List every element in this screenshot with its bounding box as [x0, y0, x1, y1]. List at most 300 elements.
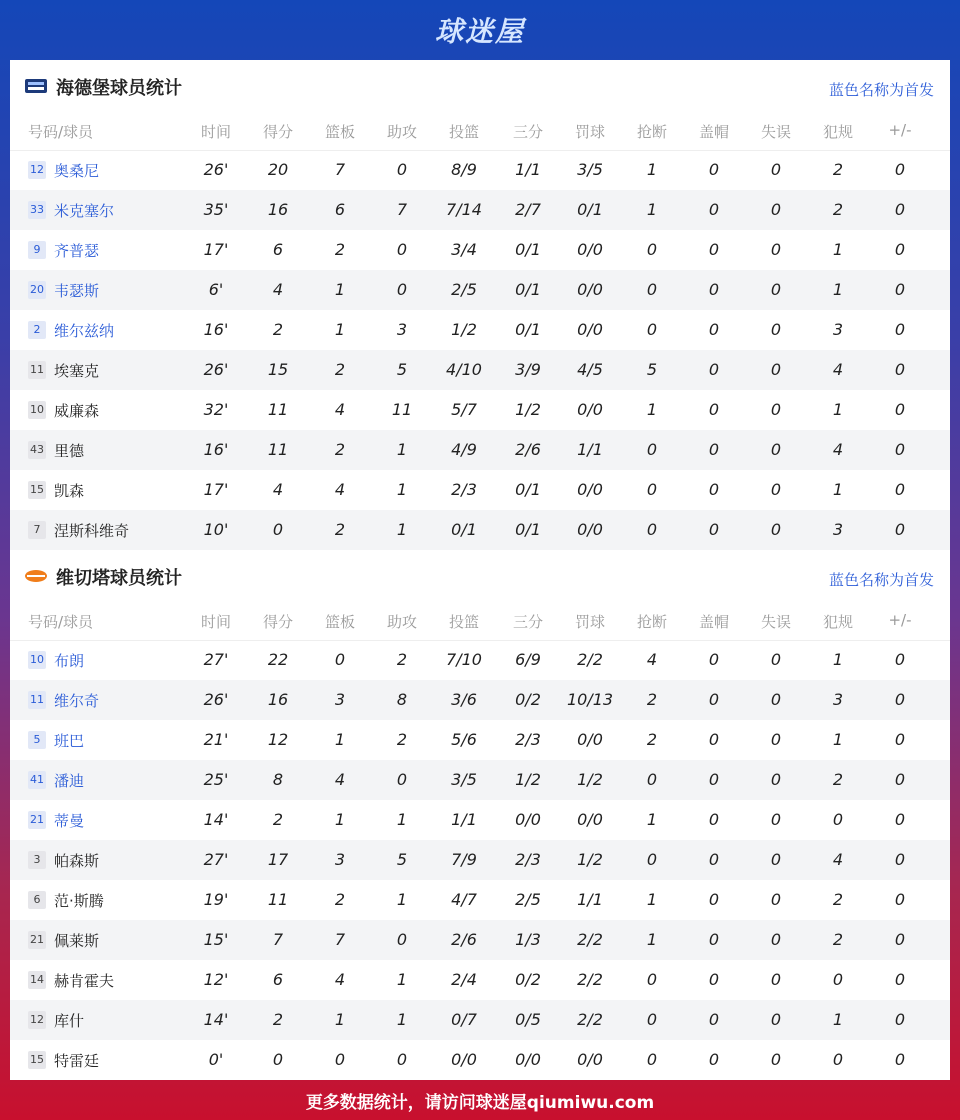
- stat-cell: 0': [208, 1050, 224, 1069]
- stat-cell: 4/7: [451, 890, 477, 909]
- column-header: 盖帽: [698, 613, 729, 631]
- stat-cell: 0: [894, 160, 906, 179]
- stat-cell: 2: [334, 360, 346, 379]
- stat-cell: 0: [770, 810, 782, 829]
- stat-cell: 0: [646, 970, 658, 989]
- stat-cell: 0/1: [515, 480, 541, 499]
- stat-cell: 15': [203, 930, 229, 949]
- column-header: 抢断: [636, 613, 667, 631]
- stat-cell: 2/2: [577, 650, 603, 669]
- stat-cell: 0/5: [515, 1010, 541, 1029]
- stat-cell: 0: [894, 970, 906, 989]
- stat-cell: 0: [894, 890, 906, 909]
- stat-cell: 1: [646, 200, 658, 219]
- player-row[interactable]: [10, 510, 950, 550]
- stat-cell: 0: [894, 440, 906, 459]
- player-name[interactable]: 赫肯霍夫: [54, 972, 115, 990]
- jersey-number: 43: [28, 441, 46, 459]
- stat-cell: 2: [832, 890, 844, 909]
- stat-cell: 1: [334, 810, 346, 829]
- player-row[interactable]: [10, 680, 950, 720]
- stat-cell: 0/0: [577, 400, 603, 419]
- stat-cell: 0: [894, 480, 906, 499]
- heidelberg-logo-icon: [24, 76, 48, 96]
- stat-cell: 26': [203, 160, 229, 179]
- stat-cell: 0/0: [577, 730, 603, 749]
- jersey-number: 11: [28, 691, 46, 709]
- stat-cell: 0: [894, 730, 906, 749]
- stat-cell: 0: [708, 160, 720, 179]
- stat-cell: 0: [646, 440, 658, 459]
- player-row[interactable]: [10, 1040, 950, 1080]
- stat-cell: 1: [396, 970, 408, 989]
- stat-cell: 2/3: [515, 850, 541, 869]
- stat-cell: 0: [272, 1050, 284, 1069]
- stat-cell: 5: [396, 360, 408, 379]
- stat-cell: 0: [708, 400, 720, 419]
- stat-cell: 1: [832, 240, 844, 259]
- stat-cell: 0: [708, 690, 720, 709]
- stat-cell: 16: [267, 200, 289, 219]
- stat-cell: 1: [646, 400, 658, 419]
- team-section-header: [10, 550, 950, 600]
- column-header: 时间: [200, 613, 231, 631]
- stat-cell: 0: [894, 690, 906, 709]
- stat-cell: 2: [334, 240, 346, 259]
- stat-cell: 0: [832, 810, 844, 829]
- stat-cell: 16': [203, 320, 229, 339]
- stat-cell: 14': [203, 810, 229, 829]
- column-header: 号码/球员: [28, 613, 94, 631]
- stat-cell: 1: [832, 730, 844, 749]
- stat-cell: 10/13: [566, 690, 614, 709]
- stat-cell: 0/0: [577, 480, 603, 499]
- stat-cell: 2/5: [515, 890, 541, 909]
- stat-cell: 2: [334, 440, 346, 459]
- stat-cell: 3: [334, 690, 346, 709]
- stat-cell: 17': [203, 240, 229, 259]
- stat-cell: 0/0: [577, 1050, 603, 1069]
- player-row[interactable]: [10, 800, 950, 840]
- stat-cell: 3/9: [515, 360, 541, 379]
- stat-cell: 3: [832, 520, 844, 539]
- stat-cell: 4: [272, 480, 284, 499]
- stat-cell: 2: [396, 730, 408, 749]
- stat-cell: 1/2: [515, 770, 541, 789]
- stat-cell: 3/5: [577, 160, 603, 179]
- stat-cell: 0: [708, 520, 720, 539]
- jersey-number: 21: [28, 931, 46, 949]
- stat-cell: 2: [646, 690, 658, 709]
- brand-text: 球迷屋: [434, 15, 525, 48]
- stat-cell: 3: [832, 320, 844, 339]
- stat-cell: 4/9: [451, 440, 477, 459]
- jersey-number: 10: [28, 401, 46, 419]
- stat-cell: 2/2: [577, 970, 603, 989]
- stat-cell: 0: [708, 1010, 720, 1029]
- starter-note: 蓝色名称为首发: [828, 81, 934, 99]
- stat-cell: 0: [708, 650, 720, 669]
- stat-cell: 1: [334, 730, 346, 749]
- stat-cell: 0: [708, 850, 720, 869]
- stat-cell: 1: [646, 890, 658, 909]
- stat-cell: 0/1: [515, 240, 541, 259]
- stat-cell: 5: [646, 360, 658, 379]
- stat-cell: 0: [708, 240, 720, 259]
- stat-cell: 0: [832, 970, 844, 989]
- stat-cell: 0: [894, 520, 906, 539]
- stat-cell: 0: [396, 930, 408, 949]
- player-name[interactable]: 布朗: [54, 652, 85, 670]
- stat-cell: 4: [334, 480, 346, 499]
- stat-cell: 4: [334, 970, 346, 989]
- stat-cell: 0: [708, 480, 720, 499]
- stat-cell: 1/1: [515, 160, 541, 179]
- stat-cell: 0: [708, 440, 720, 459]
- stat-cell: 7: [334, 930, 346, 949]
- stat-cell: 1: [334, 1010, 346, 1029]
- stat-cell: 0: [708, 930, 720, 949]
- column-header-row: [10, 600, 950, 641]
- player-row[interactable]: [10, 470, 950, 510]
- stat-cell: 6/9: [515, 650, 541, 669]
- stat-cell: 0: [770, 970, 782, 989]
- jersey-number: 12: [28, 1011, 46, 1029]
- stat-cell: 7/10: [446, 650, 482, 669]
- stat-cell: 0: [894, 360, 906, 379]
- stat-cell: 0: [770, 400, 782, 419]
- column-header: 抢断: [636, 123, 667, 141]
- player-row[interactable]: [10, 390, 950, 430]
- stat-cell: 0: [708, 320, 720, 339]
- stat-cell: 27': [203, 650, 229, 669]
- stat-cell: 11: [267, 890, 289, 909]
- stat-cell: 6': [208, 280, 224, 299]
- stat-cell: 0/0: [515, 1050, 541, 1069]
- player-name[interactable]: 韦瑟斯: [54, 282, 100, 300]
- stat-cell: 0/2: [515, 690, 541, 709]
- jersey-number: 6: [28, 891, 46, 909]
- stat-cell: 0: [646, 1050, 658, 1069]
- stat-cell: 0: [770, 480, 782, 499]
- player-name[interactable]: 里德: [54, 442, 85, 460]
- column-header: 犯规: [822, 613, 853, 631]
- player-name[interactable]: 维尔奇: [54, 692, 100, 710]
- jersey-number: 11: [28, 361, 46, 379]
- stat-cell: 0: [770, 240, 782, 259]
- stat-cell: 2/4: [451, 970, 477, 989]
- player-row[interactable]: [10, 720, 950, 760]
- stat-cell: 0: [770, 730, 782, 749]
- stat-cell: 2: [832, 770, 844, 789]
- stat-cell: 8/9: [451, 160, 477, 179]
- stat-cell: 0: [708, 970, 720, 989]
- stat-cell: 0/0: [515, 810, 541, 829]
- stat-cell: 0/0: [451, 1050, 477, 1069]
- stat-cell: 0: [396, 160, 408, 179]
- stat-cell: 0: [396, 770, 408, 789]
- stat-cell: 1: [832, 1010, 844, 1029]
- player-row[interactable]: [10, 230, 950, 270]
- stat-cell: 5: [396, 850, 408, 869]
- brand-logo: [0, 0, 960, 60]
- stat-cell: 6: [272, 240, 284, 259]
- stat-cell: 19': [203, 890, 229, 909]
- stat-cell: 11: [267, 400, 289, 419]
- stats-panel: [10, 60, 950, 1080]
- jersey-number: 12: [28, 161, 46, 179]
- column-header: 盖帽: [698, 123, 729, 141]
- stat-cell: 0: [894, 280, 906, 299]
- stat-cell: 0: [894, 320, 906, 339]
- jersey-number: 20: [28, 281, 46, 299]
- player-row[interactable]: [10, 840, 950, 880]
- stat-cell: 1: [832, 480, 844, 499]
- stat-cell: 2/3: [515, 730, 541, 749]
- column-header-row: [10, 110, 950, 151]
- stat-cell: 1/2: [515, 400, 541, 419]
- stat-cell: 7: [272, 930, 284, 949]
- stat-cell: 3: [832, 690, 844, 709]
- stat-cell: 0: [708, 280, 720, 299]
- stat-cell: 12': [203, 970, 229, 989]
- stat-cell: 0: [770, 320, 782, 339]
- stat-cell: 0: [894, 850, 906, 869]
- stat-cell: 1/3: [515, 930, 541, 949]
- stat-cell: 0: [708, 730, 720, 749]
- team-title: 海德堡球员统计: [56, 78, 182, 99]
- player-name[interactable]: 维尔兹纳: [54, 322, 115, 340]
- stat-cell: 6: [334, 200, 346, 219]
- stat-cell: 2: [334, 520, 346, 539]
- stat-cell: 1: [396, 480, 408, 499]
- stat-cell: 1/2: [451, 320, 477, 339]
- column-header: +/-: [888, 611, 912, 629]
- stat-cell: 22: [267, 650, 289, 669]
- stat-cell: 1: [832, 280, 844, 299]
- player-name[interactable]: 范·斯腾: [54, 892, 104, 910]
- stat-cell: 0: [708, 810, 720, 829]
- stat-cell: 7: [334, 160, 346, 179]
- player-row[interactable]: [10, 920, 950, 960]
- stat-cell: 4: [272, 280, 284, 299]
- stat-cell: 8: [396, 690, 408, 709]
- stat-cell: 0: [894, 770, 906, 789]
- stat-cell: 2: [646, 730, 658, 749]
- stat-cell: 2/6: [451, 930, 477, 949]
- player-name[interactable]: 埃塞克: [54, 362, 100, 380]
- player-name[interactable]: 蒂曼: [54, 812, 85, 830]
- stat-cell: 4: [832, 360, 844, 379]
- stat-cell: 7/14: [446, 200, 482, 219]
- stat-cell: 4: [646, 650, 658, 669]
- stat-cell: 1/1: [577, 890, 603, 909]
- column-header: 篮板: [324, 123, 355, 141]
- stat-cell: 2: [832, 200, 844, 219]
- player-name[interactable]: 米克塞尔: [54, 202, 115, 220]
- stat-cell: 0: [646, 850, 658, 869]
- team-section-header: [10, 60, 950, 110]
- stat-cell: 0: [894, 200, 906, 219]
- column-header: 失误: [760, 123, 791, 141]
- jersey-number: 10: [28, 651, 46, 669]
- player-row[interactable]: [10, 640, 950, 680]
- stat-cell: 0: [396, 1050, 408, 1069]
- stat-cell: 1/1: [451, 810, 477, 829]
- stat-cell: 0: [770, 440, 782, 459]
- stat-cell: 11: [391, 400, 413, 419]
- stat-cell: 0: [396, 240, 408, 259]
- stat-cell: 3/6: [451, 690, 477, 709]
- player-row[interactable]: [10, 430, 950, 470]
- jersey-number: 14: [28, 971, 46, 989]
- stat-cell: 1: [832, 650, 844, 669]
- stat-cell: 0: [894, 400, 906, 419]
- stat-cell: 4/10: [446, 360, 482, 379]
- stat-cell: 0: [770, 160, 782, 179]
- player-name[interactable]: 威廉森: [54, 402, 100, 420]
- stat-cell: 0: [770, 850, 782, 869]
- stat-cell: 0: [646, 520, 658, 539]
- jersey-number: 15: [28, 481, 46, 499]
- player-name[interactable]: 班巴: [54, 732, 85, 750]
- stat-cell: 0/7: [451, 1010, 477, 1029]
- stat-cell: 25': [203, 770, 229, 789]
- stat-cell: 3/5: [451, 770, 477, 789]
- stat-cell: 0: [770, 890, 782, 909]
- stat-cell: 10': [203, 520, 229, 539]
- player-row[interactable]: [10, 880, 950, 920]
- stat-cell: 2/2: [577, 930, 603, 949]
- stat-cell: 0: [894, 1010, 906, 1029]
- stat-cell: 2/7: [515, 200, 541, 219]
- column-header: 号码/球员: [28, 123, 94, 141]
- player-row[interactable]: [10, 150, 950, 190]
- stat-cell: 2: [272, 810, 284, 829]
- stat-cell: 1: [396, 890, 408, 909]
- stat-cell: 0: [770, 1050, 782, 1069]
- player-row[interactable]: [10, 960, 950, 1000]
- player-row[interactable]: [10, 350, 950, 390]
- column-header: +/-: [888, 121, 912, 139]
- stat-cell: 1: [396, 1010, 408, 1029]
- stat-cell: 2/6: [515, 440, 541, 459]
- stat-cell: 1/2: [577, 770, 603, 789]
- jersey-number: 15: [28, 1051, 46, 1069]
- column-header: 三分: [512, 123, 543, 141]
- stat-cell: 1: [832, 400, 844, 419]
- stat-cell: 0: [894, 1050, 906, 1069]
- player-name[interactable]: 特雷廷: [54, 1052, 100, 1070]
- stat-cell: 11: [267, 440, 289, 459]
- jersey-number: 7: [28, 521, 46, 539]
- stat-cell: 26': [203, 690, 229, 709]
- stat-cell: 0: [646, 280, 658, 299]
- stat-cell: 0: [646, 770, 658, 789]
- stat-cell: 2: [832, 160, 844, 179]
- jersey-number: 5: [28, 731, 46, 749]
- stat-cell: 2: [334, 890, 346, 909]
- stat-cell: 0: [770, 1010, 782, 1029]
- stat-cell: 4: [334, 400, 346, 419]
- stat-cell: 0: [396, 280, 408, 299]
- footer-text: 更多数据统计，请访问球迷屋qiumiwu.com: [305, 1092, 655, 1113]
- stat-cell: 0/0: [577, 520, 603, 539]
- player-row[interactable]: [10, 270, 950, 310]
- player-name[interactable]: 帕森斯: [54, 852, 100, 870]
- stat-cell: 0/1: [577, 200, 603, 219]
- stat-cell: 1/1: [577, 440, 603, 459]
- player-name[interactable]: 凯森: [54, 482, 85, 500]
- column-header: 犯规: [822, 123, 853, 141]
- stat-cell: 0: [708, 890, 720, 909]
- column-header: 罚球: [574, 123, 605, 141]
- stat-cell: 7: [396, 200, 408, 219]
- stat-cell: 0: [894, 930, 906, 949]
- column-header: 时间: [200, 123, 231, 141]
- player-row[interactable]: [10, 190, 950, 230]
- column-header: 投篮: [448, 613, 479, 631]
- jersey-number: 9: [28, 241, 46, 259]
- stat-cell: 0: [770, 650, 782, 669]
- player-row[interactable]: [10, 310, 950, 350]
- stat-cell: 1: [646, 930, 658, 949]
- player-name[interactable]: 佩莱斯: [54, 932, 100, 950]
- stat-cell: 0: [646, 1010, 658, 1029]
- stat-cell: 20: [267, 160, 289, 179]
- stat-cell: 0: [894, 650, 906, 669]
- stat-cell: 0/1: [515, 320, 541, 339]
- player-name[interactable]: 奥桑尼: [54, 162, 100, 180]
- stat-cell: 1: [396, 810, 408, 829]
- player-name[interactable]: 齐普瑟: [54, 242, 100, 260]
- stat-cell: 0: [334, 1050, 346, 1069]
- stat-cell: 21': [203, 730, 229, 749]
- player-name[interactable]: 潘迪: [54, 772, 85, 790]
- stat-cell: 1: [334, 280, 346, 299]
- stat-cell: 2: [272, 1010, 284, 1029]
- stat-cell: 0: [272, 520, 284, 539]
- stat-cell: 0: [894, 810, 906, 829]
- player-row[interactable]: [10, 1000, 950, 1040]
- player-name[interactable]: 涅斯科维奇: [54, 522, 130, 540]
- stat-cell: 2/2: [577, 1010, 603, 1029]
- column-header: 失误: [760, 613, 791, 631]
- stat-cell: 2/5: [451, 280, 477, 299]
- column-header: 得分: [262, 613, 293, 631]
- stat-cell: 4/5: [577, 360, 603, 379]
- stat-cell: 7/9: [451, 850, 477, 869]
- stat-cell: 1: [646, 160, 658, 179]
- player-name[interactable]: 库什: [54, 1012, 85, 1030]
- jersey-number: 33: [28, 201, 46, 219]
- stat-cell: 3: [334, 850, 346, 869]
- stat-cell: 2/3: [451, 480, 477, 499]
- jersey-number: 21: [28, 811, 46, 829]
- player-row[interactable]: [10, 760, 950, 800]
- stat-cell: 4: [334, 770, 346, 789]
- vechta-logo-icon: [24, 566, 48, 586]
- stat-cell: 8: [272, 770, 284, 789]
- stat-cell: 0/0: [577, 280, 603, 299]
- stat-cell: 1: [396, 440, 408, 459]
- stat-cell: 5/7: [451, 400, 477, 419]
- stat-cell: 26': [203, 360, 229, 379]
- column-header: 篮板: [324, 613, 355, 631]
- stat-cell: 3: [396, 320, 408, 339]
- stat-cell: 0: [832, 1050, 844, 1069]
- jersey-number: 3: [28, 851, 46, 869]
